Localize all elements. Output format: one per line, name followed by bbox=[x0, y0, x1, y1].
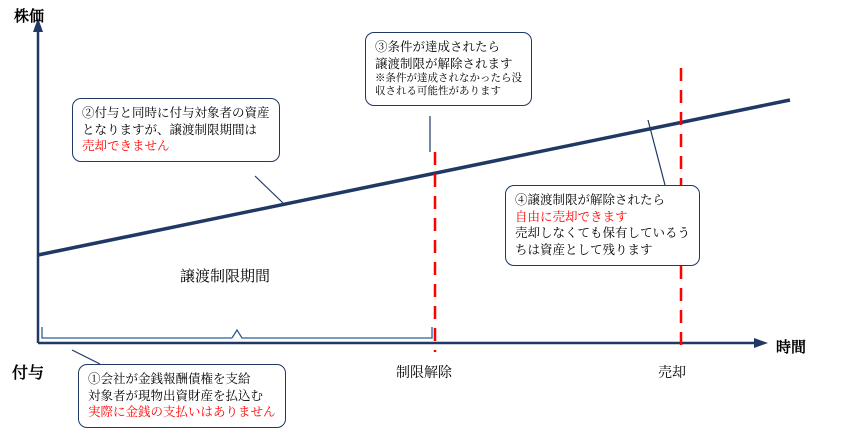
callout-3-line-2: 譲渡制限が解除されます bbox=[375, 56, 513, 71]
callout-1-leader bbox=[72, 350, 100, 364]
tick-label-restriction-release: 制限解除 bbox=[396, 364, 452, 380]
callout-4-line-1: ④譲渡制限が解除されたら bbox=[515, 193, 666, 207]
x-axis bbox=[38, 338, 768, 348]
callout-3-line-4: 収される可能性があります bbox=[375, 85, 501, 98]
callout-1-line-3: 実際に金銭の支払いはありません bbox=[88, 405, 276, 420]
callout-grant-asset bbox=[72, 98, 280, 162]
callout-2-line-1: ②付与と同時に付与対象者の資産 bbox=[82, 106, 270, 120]
y-axis-label: 株価 bbox=[14, 8, 45, 25]
callout-free-to-sell bbox=[505, 185, 700, 266]
callout-1-line-1: ①会社が金銭報酬債権を支給 bbox=[88, 372, 251, 386]
restriction-period-label: 譲渡制限期間 bbox=[180, 268, 271, 285]
callout-4-leader bbox=[648, 120, 665, 185]
callout-2-line-2: となりますが、譲渡制限期間は bbox=[82, 122, 258, 137]
x-axis-label: 時間 bbox=[776, 339, 807, 356]
y-axis bbox=[33, 18, 43, 343]
callout-4-line-3: 売却しなくても保有しているう bbox=[515, 226, 691, 241]
callout-2-leader bbox=[255, 176, 283, 203]
tick-label-sale: 売却 bbox=[658, 364, 686, 380]
callout-1-line-2: 対象者が現物出資財産を払込む bbox=[88, 388, 264, 403]
callout-condition-achieved bbox=[365, 32, 532, 106]
callout-monetary-claim bbox=[78, 364, 286, 428]
callout-3-line-1: ③条件が達成されたら bbox=[375, 40, 501, 54]
tick-label-grant: 付与 bbox=[12, 365, 45, 382]
restriction-period-brace bbox=[42, 327, 432, 338]
callout-4-line-4: ちは資産として残ります bbox=[515, 242, 653, 257]
callout-2-line-3: 売却できません bbox=[82, 139, 170, 154]
callout-3-line-3: ※条件が達成されなかったら没 bbox=[375, 72, 522, 85]
callout-4-line-2: 自由に売却できます bbox=[515, 209, 628, 224]
